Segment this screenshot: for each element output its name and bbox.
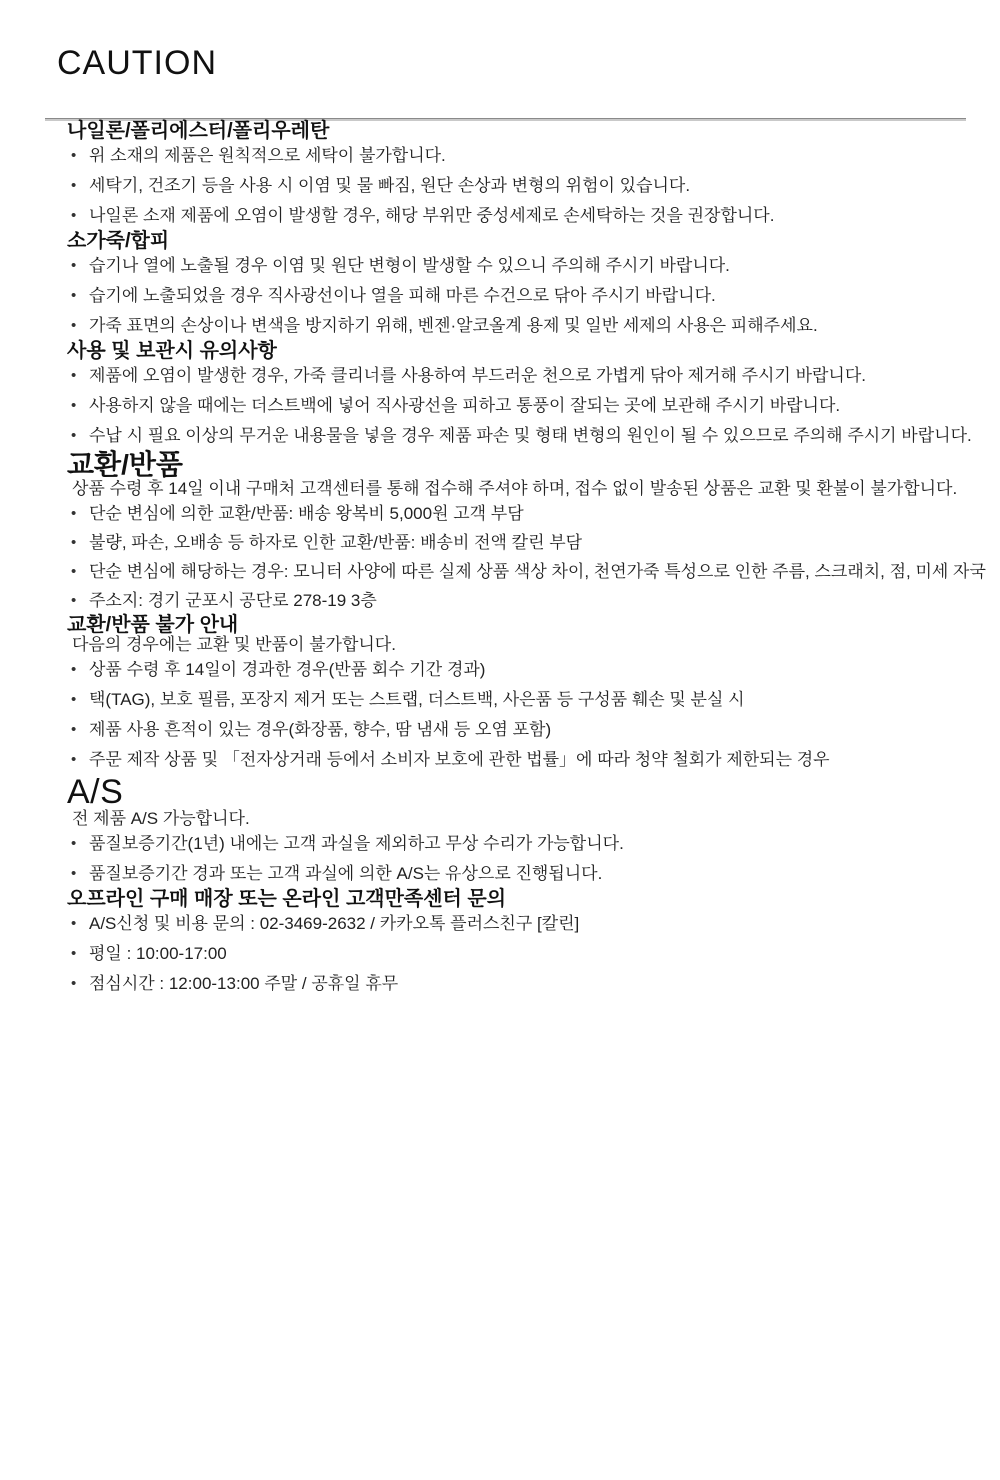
- no-return-intro: 다음의 경우에는 교환 및 반품이 불가합니다.: [72, 635, 396, 654]
- material-section-heading-nylon: 나일론/폴리에스터/폴리우레탄: [67, 120, 330, 142]
- bullet-item: • 가죽 표면의 손상이나 변색을 방지하기 위해, 벤젠·알코올계 용제 및 일반 세제의 사용은 피해주세요.: [71, 311, 966, 341]
- bullet-item: • 습기에 노출되었을 경우 직사광선이나 열을 피해 마른 수건으로 닦아 주시기 바랍니다.: [71, 281, 966, 311]
- material-section-bullets-nylon: [71, 141, 966, 231]
- material-section-bullets-leather: [71, 251, 966, 341]
- bullet-item: • 품질보증기간(1년) 내에는 고객 과실을 제외하고 무상 수리가 가능합니다.: [71, 829, 966, 859]
- page-title: CAUTION: [57, 44, 217, 82]
- bullet-item: • 불량, 파손, 오배송 등 하자로 인한 교환/반품: 배송비 전액 칼린 부담: [71, 528, 966, 557]
- contact-bullets: [71, 909, 966, 999]
- no-return-heading: 교환/반품 불가 안내: [67, 614, 239, 636]
- exchange-bullets: [71, 499, 986, 615]
- bullet-item: • 제품 사용 흔적이 있는 경우(화장품, 향수, 땀 냄새 등 오염 포함): [71, 715, 966, 745]
- bullet-item: • 단순 변심에 해당하는 경우: 모니터 사양에 따른 실제 상품 색상 차이, 천연가죽 특성으로 인한 주름, 스크래치, 점, 미세 자국: [71, 557, 966, 586]
- notice-content: [67, 120, 986, 999]
- bullet-item: • 제품에 오염이 발생한 경우, 가죽 클리너를 사용하여 부드러운 천으로 가볍게 닦아 제거해 주시기 바랍니다.: [71, 361, 966, 391]
- contact-weekday-item: • 평일 : 10:00-17:00: [71, 939, 966, 969]
- bullet-item: • 사용하지 않을 때에는 더스트백에 넣어 직사광선을 피하고 통풍이 잘되는 곳에 보관해 주시기 바랍니다.: [71, 391, 966, 421]
- bullet-item: • 나일론 소재 제품에 오염이 발생할 경우, 해당 부위만 중성세제로 손세탁하는 것을 권장합니다.: [71, 201, 966, 231]
- bullet-item: • 품질보증기간 경과 또는 고객 과실에 의한 A/S는 유상으로 진행됩니다.: [71, 859, 966, 889]
- contact-heading: 오프라인 구매 매장 또는 온라인 고객만족센터 문의: [67, 888, 507, 910]
- exchange-intro: 상품 수령 후 14일 이내 구매처 고객센터를 통해 접수해 주셔야 하며, 접수 없이 발송된 상품은 교환 및 환불이 불가합니다.: [72, 479, 958, 498]
- material-section-heading-leather: 소가죽/합피: [67, 230, 170, 252]
- bullet-item: • 택(TAG), 보호 필름, 포장지 제거 또는 스트랩, 더스트백, 사은품 등 구성품 훼손 및 분실 시: [71, 685, 966, 715]
- exchange-section-title: 교환/반품: [67, 449, 183, 480]
- storage-section-bullets: [71, 361, 972, 451]
- as-intro: 전 제품 A/S 가능합니다.: [72, 809, 250, 828]
- no-return-bullets: [71, 655, 966, 775]
- bullet-item: • 상품 수령 후 14일이 경과한 경우(반품 회수 기간 경과): [71, 655, 966, 685]
- bullet-item: • 세탁기, 건조기 등을 사용 시 이염 및 물 빠짐, 원단 손상과 변형의 위험이 있습니다.: [71, 171, 966, 201]
- bullet-item: • 주문 제작 상품 및 「전자상거래 등에서 소비자 보호에 관한 법률」에 따라 청약 철회가 제한되는 경우: [71, 745, 966, 775]
- as-bullets: [71, 829, 966, 889]
- bullet-item: • 주소지: 경기 군포시 공단로 278-19 3층: [71, 586, 966, 615]
- as-section-title: A/S: [67, 773, 124, 811]
- bullet-item: • 수납 시 필요 이상의 무거운 내용물을 넣을 경우 제품 파손 및 형태 변형의 원인이 될 수 있으므로 주의해 주시기 바랍니다.: [71, 421, 966, 451]
- exchange-policy-highlight: • 단순 변심에 의한 교환/반품: 배송 왕복비 5,000원 고객 부담: [71, 499, 966, 528]
- bullet-item: • 습기나 열에 노출될 경우 이염 및 원단 변형이 발생할 수 있으니 주의해 주시기 바랍니다.: [71, 251, 966, 281]
- contact-lunch-item: • 점심시간 : 12:00-13:00 주말 / 공휴일 휴무: [71, 969, 966, 999]
- storage-section-heading: 사용 및 보관시 유의사항: [67, 340, 277, 362]
- bullet-item: • 위 소재의 제품은 원칙적으로 세탁이 불가합니다.: [71, 141, 966, 171]
- contact-phone-item: • A/S신청 및 비용 문의 : 02-3469-2632 / 카카오톡 플러스친구 [칼린]: [71, 909, 966, 939]
